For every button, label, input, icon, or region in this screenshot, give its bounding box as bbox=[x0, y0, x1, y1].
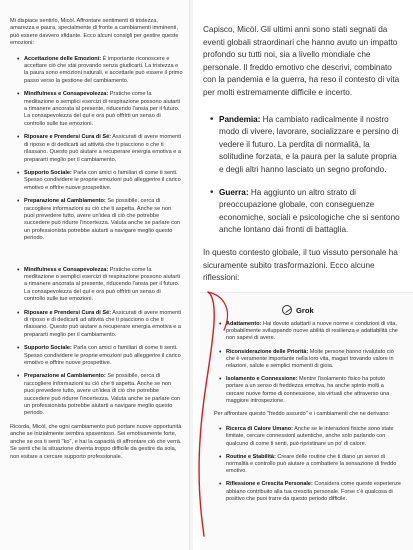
list-item: • Riposare e Prendersi Cura di Sé: Assicurati di avere momenti di riposo e di dedicarti ad attività che ti piacciono o che ti rilassano. Questo può aiutare a recuperare energia emotiva e a prepararti meglio per il cambiamento. bbox=[24, 134, 183, 164]
list-item: • Riposare e Prendersi Cura di Sé: Assicurati di avere momenti di riposo e di dedicarti ad attività che ti piacciono o che ti rilassano. Questo può aiutare a recuperare energia emotiva e a prepararti meglio per il cambiamento. bbox=[24, 310, 183, 340]
grok-list-1 bbox=[214, 321, 403, 405]
grok-name: Grok bbox=[296, 305, 314, 315]
right-topics-list bbox=[203, 114, 401, 237]
list-item: • Riconsiderazione delle Priorità: Molte persone hanno rivalutato ciò che è veramente importante nella loro vita, magari trovando valore in relazioni, salute e semplici momenti di gioia. bbox=[226, 349, 403, 371]
grok-logo-icon bbox=[282, 305, 292, 315]
list-item: • Supporto Sociale: Parla con amici o familiari di come ti senti. Spesso condividere le proprie emozioni può alleggerire il carico emotivo e offrire nuove prospettive. bbox=[24, 345, 183, 367]
list-item: • Preparazione al Cambiamento: Se possibile, cerca di raccogliere informazioni su ciò che ti aspetta. Anche se non puoi prevedere tutto, avere un'idea di ciò che potrebbe succedere può ridurre l'incertezza. Valuta anche se parlare con un professionista potrebbe aiutarti a navigare meglio questo periodo. bbox=[24, 198, 183, 242]
left-outro: Ricorda, Micòl, che ogni cambiamento può portare nuove opportunità anche se inizialmente sembra spaventoso. Sei emotivamente forte, anche se ora ti senti "ko", e hai la capacità di affrontare ciò che verrà. Se senti che la situazione diventa troppo difficile da gestire da sola, non esitare a cercare supporto professionale. bbox=[10, 423, 182, 460]
list-item: • Accettazione delle Emozioni: È importante riconoscere e accettare ciò che stai provando senza giudicarti. La tristezza e la paura sono emozioni naturali, e accettarle può essere il primo passo verso la gestione del cambiamento. bbox=[24, 56, 183, 86]
list-item: • Preparazione al Cambiamento: Se possibile, cerca di raccogliere informazioni su ciò che ti aspetta. Anche se non puoi prevedere tutto, avere un'idea di ciò che potrebbe succedere può ridurre l'incertezza. Valuta anche se parlare con un professionista potrebbe aiutarti a navigare meglio questo periodo. bbox=[24, 373, 183, 417]
right-intro: Capisco, Micòl. Gli ultimi anni sono stati segnati da eventi globali straordinari che hanno avuto un impatto profondo su tutti noi, sia a livello mondiale che personale. Il freddo emotivo che descrivi, combinato con la pandemia e la guerra, ha reso il contesto di vita per molti estremamente difficile e incerto. bbox=[203, 25, 400, 97]
right-outro: In questo contesto globale, il tuo vissuto personale ha sicuramente subito trasformazioni. Ecco alcune riflessioni: bbox=[203, 247, 398, 283]
list-item: • Routine e Stabilità: Creare delle routine che ti diano un senso di normalità e controllo può aiutare a combattere la sensazione di freddo emotivo. bbox=[226, 454, 403, 476]
list-item: • Mindfulness e Consapevolezza: Pratiche come la meditazione o semplici esercizi di respirazione possono aiutarti a rimanere ancorata al presente, riducendo l'ansia per il futuro. La consapevolezza del qui e ora può offrirti un senso di controllo sulle tue emozioni. bbox=[24, 267, 183, 304]
list-item: • Isolamento e Connessione: Mentre l'isolamento fisico ha potuto portare a un senso di freddezza emotiva, ha anche spinto molti a cercare nuove forme di connessione, sia virtuali che attraverso una maggiore introspezione. bbox=[226, 376, 403, 405]
grok-response-panel bbox=[200, 292, 413, 550]
list-item: • Riflessione e Crescita Personale: Considera come queste esperienze abbiano contribuito alla tua crescita personale. Forse c'è qualcosa di positivo che puoi trarre da questo periodo difficile. bbox=[226, 481, 403, 503]
list-item: • Mindfulness e Consapevolezza: Pratiche come la meditazione o semplici esercizi di respirazione possono aiutarti a rimanere ancorata al presente, riducendo l'ansia per il futuro. La consapevolezza del qui e ora può offrirti un senso di controllo sulle tue emozioni. bbox=[24, 91, 183, 128]
grok-header bbox=[200, 293, 413, 317]
list-item: • Pandemia: Ha cambiato radicalmente il nostro modo di vivere, lavorare, socializzare e persino di vedere il futuro. La perdita di normalità, la solitudine forzata, e la paura per la salute propria e degli altri hanno lasciato un segno profondo. bbox=[219, 114, 401, 177]
left-intro: Mi dispiace sentirlo, Micòl. Affrontare sentimenti di tristezza, amarezza e paura, specialmente di fronte a cambiamenti imminenti, può essere davvero sfidante. Ecco alcuni consigli per gestire queste emozioni: bbox=[10, 18, 179, 47]
list-item: • Adattamento: Hai dovuto adattarti a nuove norme e condizioni di vita, probabilmente sviluppando nuove abilità di resilienza e adattabilità che non sapevi di avere. bbox=[226, 321, 403, 343]
grok-list-2 bbox=[214, 426, 403, 503]
grok-para: Per affrontare questo "freddo assurdo" e i cambiamenti che ne derivano: bbox=[214, 411, 390, 418]
list-item: • Ricerca di Calore Umano: Anche se le interazioni fisiche sono state limitate, cercare connessioni autentiche, anche solo parlando con qualcuno di come ti senti, può ripristinare un po' di calore. bbox=[226, 426, 403, 448]
list-item: • Guerra: Ha aggiunto un altro strato di preoccupazione globale, con conseguenze economiche, sociali e psicologiche che si sentono anche lontano dai fronti di battaglia. bbox=[219, 187, 401, 237]
left-chat-pane bbox=[0, 0, 190, 550]
list-item: • Supporto Sociale: Parla con amici o familiari di come ti senti. Spesso condividere le proprie emozioni può alleggerire il carico emotivo e offrire nuove prospettive. bbox=[24, 170, 183, 192]
left-advice-list-1 bbox=[10, 56, 183, 243]
left-advice-list-2 bbox=[10, 267, 183, 418]
